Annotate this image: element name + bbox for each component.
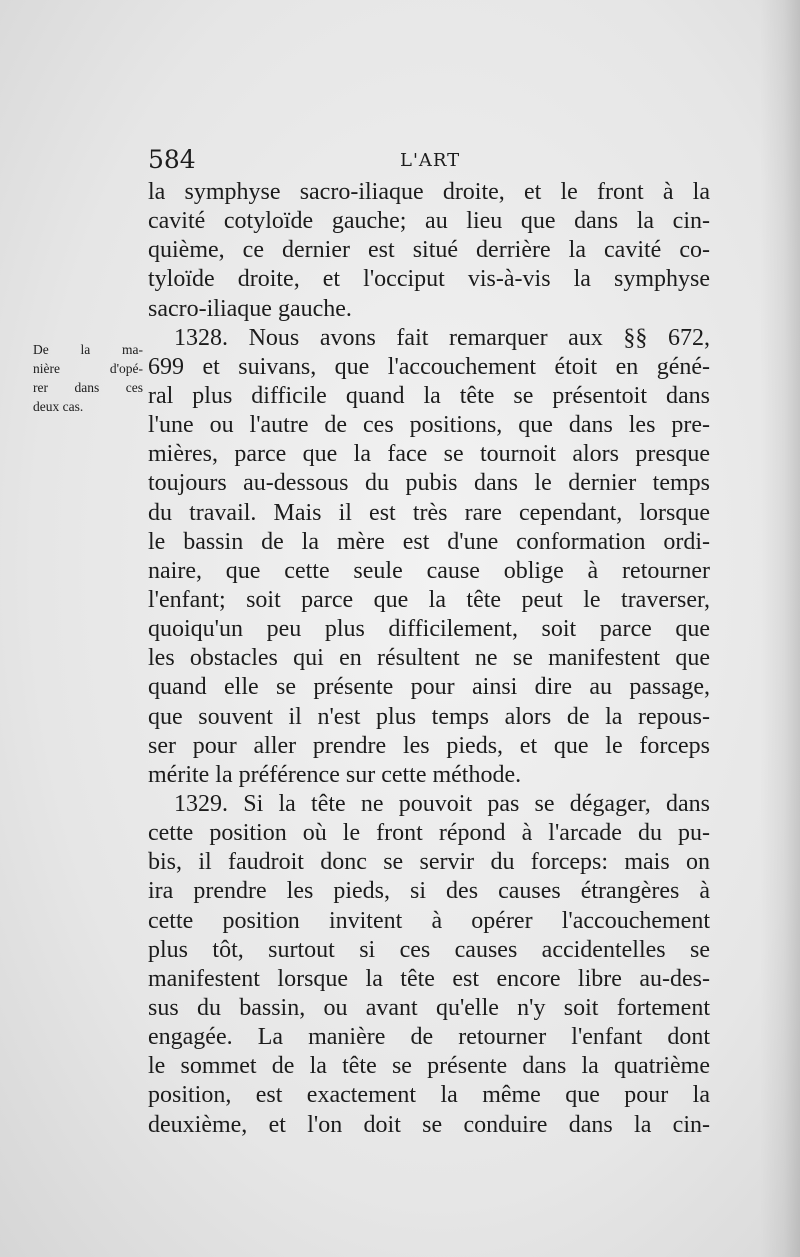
text-line: ral plus difficile quand la tête se présentoit dans bbox=[148, 382, 710, 409]
text-line: le bassin de la mère est d'une conformation ordi- bbox=[148, 528, 710, 555]
text-line: sus du bassin, ou avant qu'elle n'y soit fortement bbox=[148, 994, 710, 1021]
text-line: que souvent il n'est plus temps alors de la repous- bbox=[148, 703, 710, 730]
margin-note-line: rer dans ces bbox=[33, 380, 143, 395]
text-line: quième, ce dernier est situé derrière la cavité co- bbox=[148, 237, 710, 264]
margin-note-line: deux cas. bbox=[33, 399, 84, 414]
text-line: naire, que cette seule cause oblige à retourner bbox=[148, 557, 710, 584]
paragraph-1328-start: 1328. Nous avons fait remarquer aux §§ 672, bbox=[174, 324, 710, 351]
text-line: quand elle se présente pour ainsi dire au passage, bbox=[148, 674, 710, 701]
text-line: quoiqu'un peu plus difficilement, soit parce que bbox=[148, 616, 710, 643]
page-number: 584 bbox=[148, 145, 196, 174]
text-line: l'une ou l'autre de ces positions, que dans les pre- bbox=[148, 412, 710, 439]
text-line: mières, parce que la face se tournoit alors presque bbox=[148, 441, 710, 468]
text-line: le sommet de la tête se présente dans la quatrième bbox=[148, 1053, 710, 1080]
text-line: cette position invitent à opérer l'accouchement bbox=[148, 907, 710, 934]
text-line: plus tôt, surtout si ces causes accidentelles se bbox=[148, 936, 710, 963]
margin-note-line: nière d'opé- bbox=[33, 361, 143, 376]
text-line: ira prendre les pieds, si des causes étrangères à bbox=[148, 878, 710, 905]
text-line: la symphyse sacro-iliaque droite, et le front à la bbox=[148, 179, 710, 205]
margin-note bbox=[33, 340, 143, 416]
text-line: les obstacles qui en résultent ne se manifestent que bbox=[148, 645, 710, 672]
text-line: ser pour aller prendre les pieds, et que le forceps bbox=[148, 732, 710, 759]
text-line: tyloïde droite, et l'occiput vis-à-vis la symphyse bbox=[148, 266, 710, 293]
body-text bbox=[148, 178, 710, 1140]
text-line: deuxième, et l'on doit se conduire dans la cin- bbox=[148, 1111, 710, 1138]
running-head: L'ART bbox=[400, 150, 461, 171]
page-header bbox=[148, 142, 710, 178]
text-line: cavité cotyloïde gauche; au lieu que dans la cin- bbox=[148, 208, 710, 235]
page-edge-shadow bbox=[760, 0, 800, 1257]
text-line: toujours au-dessous du pubis dans le dernier temps bbox=[148, 470, 710, 497]
text-line: cette position où le front répond à l'arcade du pu- bbox=[148, 820, 710, 847]
margin-note-line: De la ma- bbox=[33, 342, 143, 357]
text-line: 699 et suivans, que l'accouchement étoit en géné- bbox=[148, 353, 710, 380]
text-line: sacro-iliaque gauche. bbox=[148, 295, 352, 322]
text-line: du travail. Mais il est très rare cependant, lorsque bbox=[148, 499, 710, 526]
text-line: bis, il faudroit donc se servir du forceps: mais on bbox=[148, 849, 710, 876]
text-line: manifestent lorsque la tête est encore libre au-des- bbox=[148, 965, 710, 992]
text-line: l'enfant; soit parce que la tête peut le traverser, bbox=[148, 586, 710, 613]
text-line: engagée. La manière de retourner l'enfant dont bbox=[148, 1024, 710, 1051]
paragraph-1329-start: 1329. Si la tête ne pouvoit pas se dégager, dans bbox=[174, 790, 710, 817]
text-line: position, est exactement la même que pour la bbox=[148, 1082, 710, 1109]
text-line: mérite la préférence sur cette méthode. bbox=[148, 761, 522, 788]
